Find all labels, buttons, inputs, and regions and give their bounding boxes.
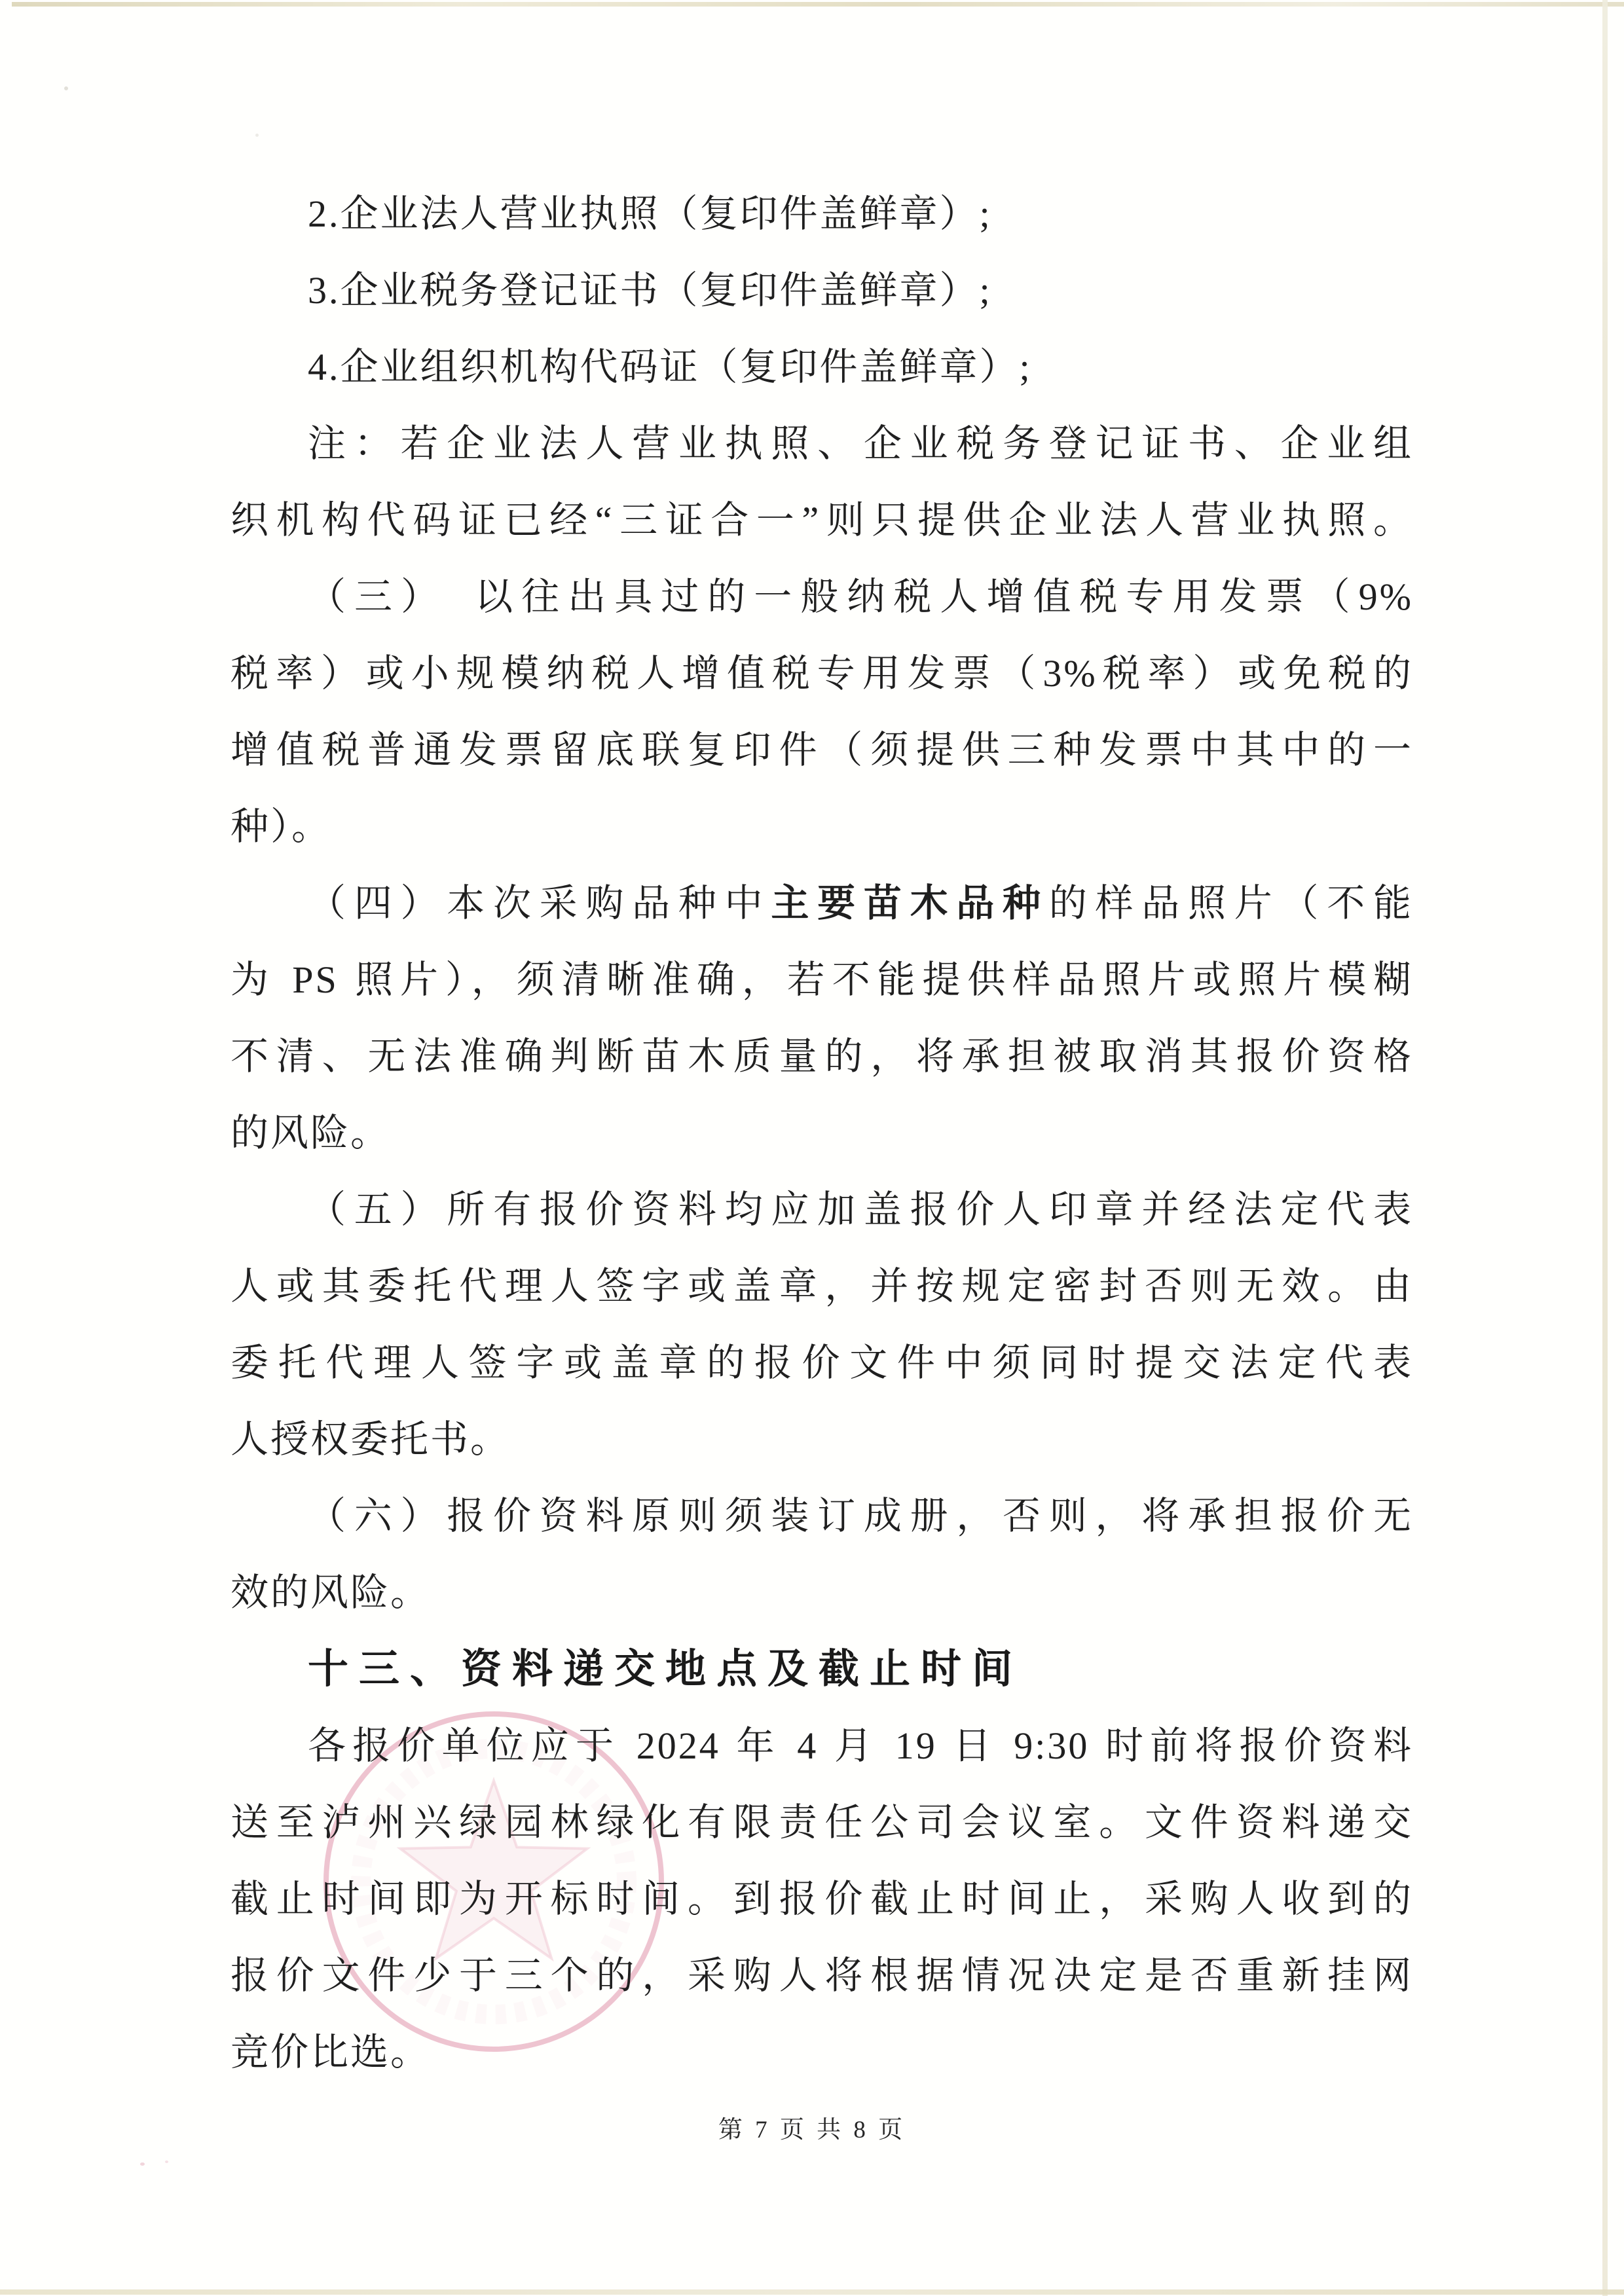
- document-body: [231, 175, 1413, 2090]
- text-line: （五）所有报价资料均应加盖报价人印章并经法定代表: [308, 1188, 1413, 1231]
- section-heading: 十三、资料递交地点及截止时间: [308, 1647, 1024, 1692]
- text-line: 竞价比选。: [231, 2031, 431, 2073]
- text-line: 送至泸州兴绿园林绿化有限责任公司会议室。文件资料递交: [231, 1801, 1413, 1844]
- scan-speck: [255, 134, 259, 137]
- text-segment-bold: 主要苗木品种: [771, 882, 1049, 924]
- text-line: 委托代理人签字或盖章的报价文件中须同时提交法定代表: [231, 1341, 1413, 1384]
- text-line: 效的风险。: [231, 1571, 431, 1614]
- text-line: 报价文件少于三个的，采购人将根据情况决定是否重新挂网: [231, 1954, 1413, 1997]
- scan-edge-top: [12, 2, 1624, 7]
- text-line: 增值税普通发票留底联复印件（须提供三种发票中其中的一: [231, 729, 1413, 771]
- text-line: 注：若企业法人营业执照、企业税务登记证书、企业组: [308, 422, 1413, 465]
- list-item: 2.企业法人营业执照（复印件盖鲜章）;: [308, 192, 992, 235]
- text-line: （三） 以往出具过的一般纳税人增值税专用发票（9%: [308, 575, 1413, 618]
- text-line: 的风险。: [231, 1112, 391, 1154]
- text-line: 人授权委托书。: [231, 1418, 511, 1461]
- text-line: [231, 865, 1413, 941]
- list-item: 4.企业组织机构代码证（复印件盖鲜章）;: [308, 346, 1032, 388]
- text-segment: （四）本次采购品种中: [308, 882, 771, 924]
- text-line: 种）。: [231, 805, 332, 848]
- scan-edge-bottom: [0, 2289, 1624, 2295]
- list-item: 3.企业税务登记证书（复印件盖鲜章）;: [308, 269, 992, 312]
- scan-speck: [64, 86, 68, 90]
- text-line: 不清、无法准确判断苗木质量的，将承担被取消其报价资格: [231, 1035, 1413, 1078]
- text-segment: 的样品照片（不能: [1048, 882, 1413, 924]
- scan-speck: [140, 2162, 145, 2166]
- text-line: 各报价单位应于 2024 年 4 月 19 日 9:30 时前将报价资料: [308, 1724, 1413, 1767]
- scan-speck: [165, 2160, 168, 2163]
- text-line: （六）报价资料原则须装订成册，否则，将承担报价无: [308, 1495, 1413, 1537]
- text-line: 织机构代码证已经“三证合一”则只提供企业法人营业执照。: [231, 499, 1413, 541]
- text-line: 截止时间即为开标时间。到报价截止时间止，采购人收到的: [231, 1878, 1413, 1920]
- text-line: 税率）或小规模纳税人增值税专用发票（3%税率）或免税的: [231, 652, 1413, 695]
- text-line: 为 PS 照片），须清晰准确，若不能提供样品照片或照片模糊: [231, 958, 1413, 1001]
- text-line: 人或其委托代理人签字或盖章，并按规定密封否则无效。由: [231, 1265, 1413, 1307]
- page-number: 第 7 页 共 8 页: [718, 2117, 906, 2143]
- scan-edge-right: [1602, 0, 1608, 2296]
